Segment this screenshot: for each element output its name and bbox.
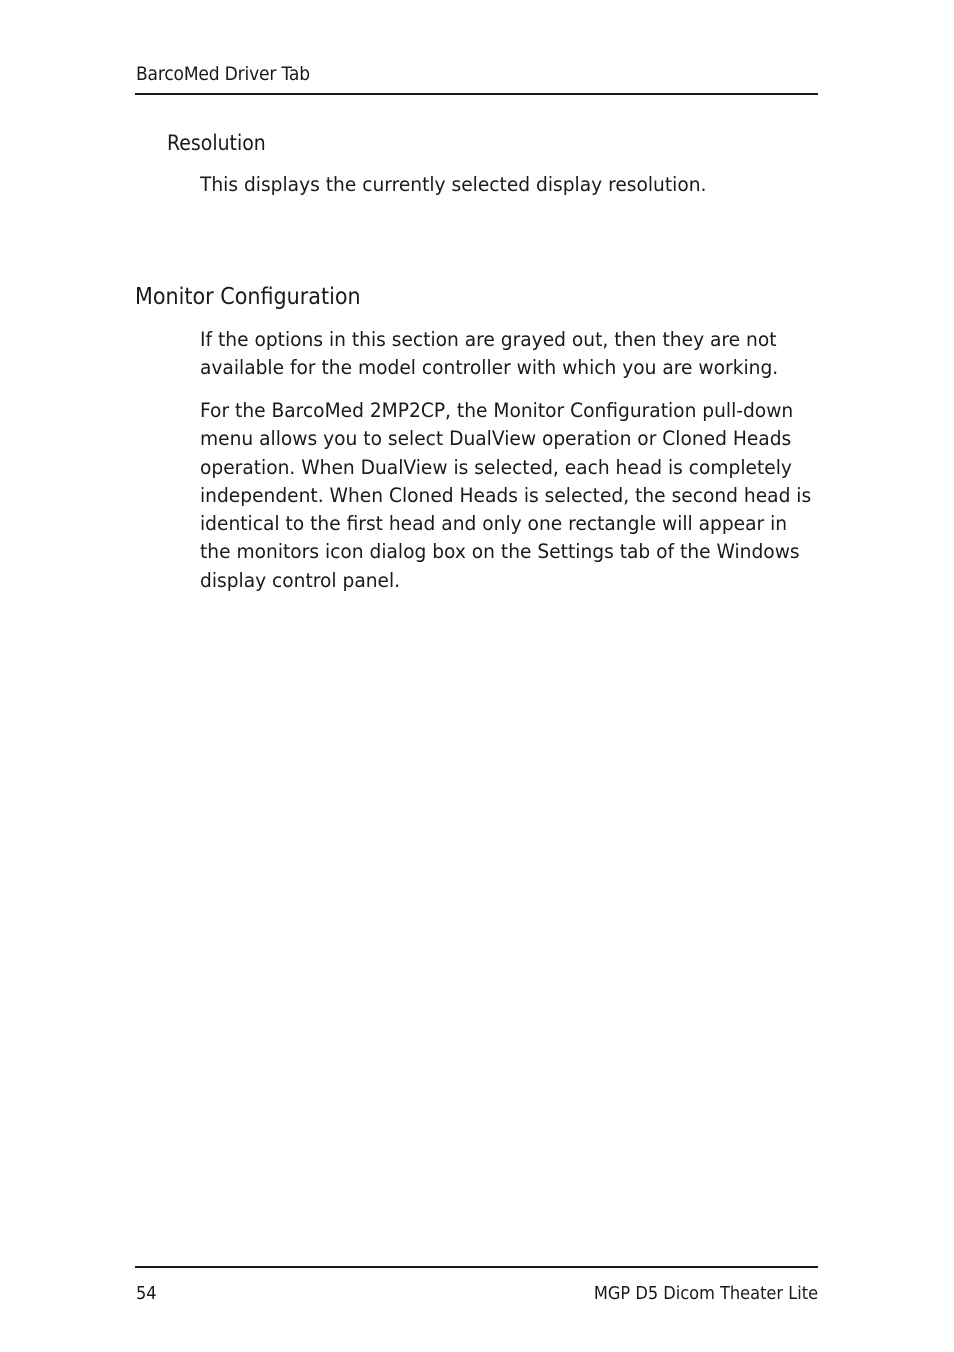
resolution-description: This displays the currently selected display resolution. (200, 173, 707, 196)
page-number: 54 (136, 1283, 157, 1304)
monitor-configuration-heading: Monitor Configuration (135, 284, 361, 310)
barcomed-2mp2cp-paragraph: For the BarcoMed 2MP2CP, the Monitor Configuration pull-down menu allows you to select DualView operation or Cloned Heads operation. When DualView is selected, each head is completely independent. When Cloned Heads is selected, the second head is identical to the first head and only one rectangle will appear in the monitors icon dialog box on the Settings tab of the Windows display control panel. (200, 399, 812, 592)
header-rule (135, 93, 818, 95)
footer-rule (135, 1266, 818, 1268)
document-title: MGP D5 Dicom Theater Lite (593, 1283, 818, 1304)
resolution-heading: Resolution (167, 131, 266, 155)
running-header: BarcoMed Driver Tab (136, 63, 310, 85)
grayed-out-paragraph: If the options in this section are grayed out, then they are not available for the model controller with which you are working. (200, 328, 779, 380)
